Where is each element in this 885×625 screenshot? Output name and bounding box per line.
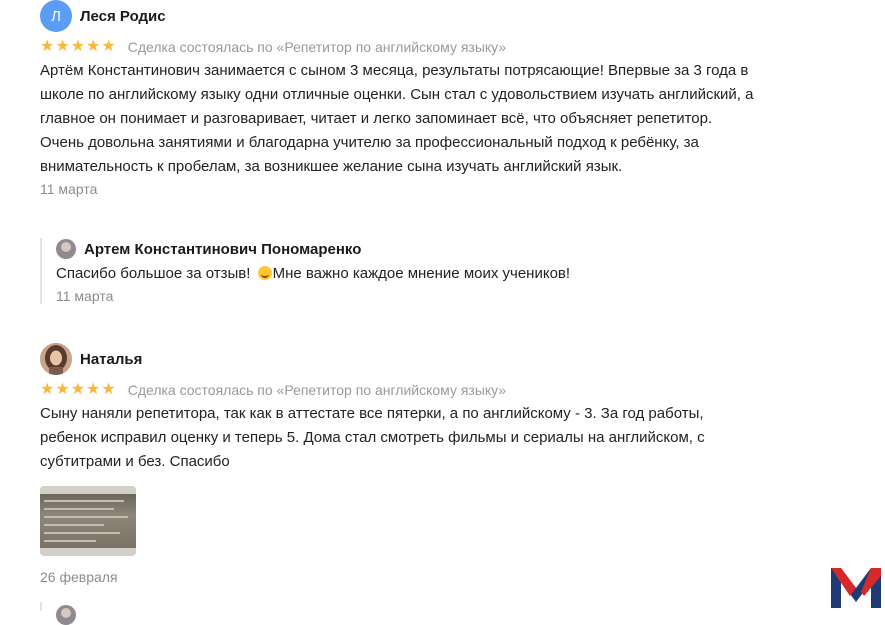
deal-info: Сделка состоялась по «Репетитор по английскому языку» bbox=[127, 382, 507, 398]
m-logo-icon bbox=[831, 564, 881, 608]
star-icon: ★ bbox=[70, 381, 86, 398]
review-card bbox=[40, 0, 840, 197]
review-date: 26 февраля bbox=[40, 569, 118, 585]
star-icon: ★ bbox=[40, 381, 55, 398]
star-rating bbox=[40, 382, 116, 398]
star-icon: ★ bbox=[70, 38, 86, 55]
star-icon: ★ bbox=[55, 38, 70, 55]
reply-avatar[interactable] bbox=[56, 605, 76, 625]
star-rating bbox=[40, 39, 116, 55]
deal-info: Сделка состоялась по «Репетитор по английскому языку» bbox=[127, 39, 507, 55]
smile-emoji-icon bbox=[258, 266, 272, 280]
avatar[interactable] bbox=[40, 343, 72, 375]
author-name[interactable]: Наталья bbox=[80, 350, 143, 368]
avatar-photo-icon bbox=[40, 343, 72, 375]
review-photo-thumbnail[interactable] bbox=[40, 486, 136, 556]
rating-row bbox=[40, 381, 840, 399]
review-author-row bbox=[40, 343, 840, 375]
document-photo-icon bbox=[40, 494, 136, 548]
rating-row bbox=[40, 38, 840, 56]
review-text: Артём Константинович занимается с сыном 3 месяца, результаты потрясающие! Впервые за 3 года в школе по английскому языку одни отличные оценки. Сын стал с удовольствием изучать английский, а главное он понимает и разговаривает, читает и легко запоминает всё, что объясняет репетитор. Очень довольна занятиями и благодарна учителю за профессиональный подход к ребёнку, за внимательность к пробелам, за возникшее желание сына изучать английский язык. bbox=[40, 62, 754, 175]
star-icon: ★ bbox=[40, 38, 55, 55]
reply-author-row bbox=[56, 238, 756, 260]
review-date: 11 марта bbox=[40, 181, 98, 197]
review-date-container bbox=[40, 569, 840, 585]
reply-block bbox=[40, 238, 756, 304]
avatar[interactable]: Л bbox=[40, 0, 72, 32]
star-icon: ★ bbox=[101, 38, 116, 55]
review-card bbox=[40, 343, 840, 474]
reply-text-after: Мне важно каждое мнение моих учеников! bbox=[272, 265, 571, 282]
reply-text bbox=[56, 262, 756, 286]
reply-author-name[interactable]: Артем Константинович Пономаренко bbox=[84, 240, 362, 258]
review-author-row bbox=[40, 0, 840, 32]
reply-date: 11 марта bbox=[56, 288, 114, 304]
star-icon: ★ bbox=[86, 38, 101, 55]
author-name[interactable]: Леся Родис bbox=[80, 7, 166, 25]
reply-block-partial bbox=[40, 602, 84, 611]
review-text: Сыну наняли репетитора, так как в аттестате все пятерки, а по английскому - 3. За год работы, ребенок исправил оценку и теперь 5. Дома стал смотреть фильмы и сериалы на английском, с субтитрами и без. Спасибо bbox=[40, 405, 705, 470]
star-icon: ★ bbox=[101, 381, 116, 398]
reply-text-before: Спасибо большое за отзыв! bbox=[56, 265, 255, 282]
star-icon: ★ bbox=[86, 381, 101, 398]
star-icon: ★ bbox=[55, 381, 70, 398]
reply-avatar[interactable] bbox=[56, 239, 76, 259]
